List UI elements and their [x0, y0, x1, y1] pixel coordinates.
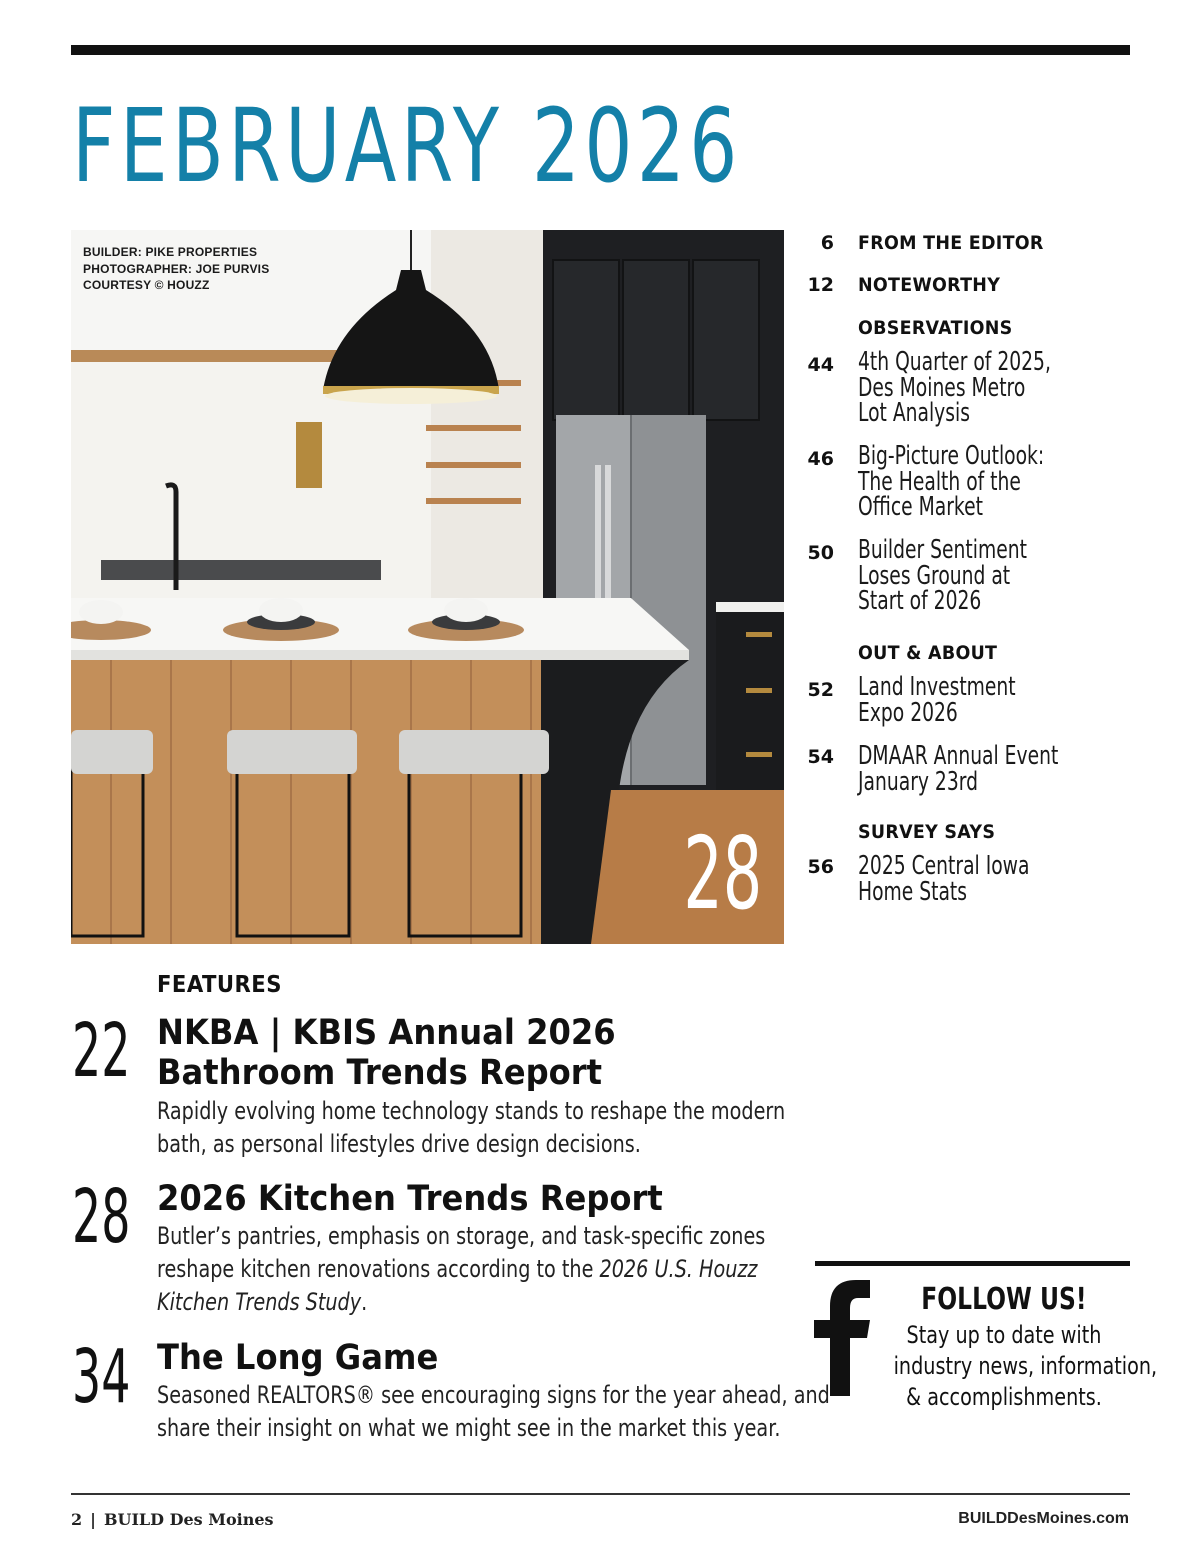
toc-entry-text: [858, 535, 1027, 616]
feature-desc-text: .: [361, 1288, 368, 1316]
toc-page-number: 54: [807, 746, 834, 768]
toc-line: 2025 Central Iowa: [858, 851, 1030, 881]
footer-publication: BUILD Des Moines: [103, 1510, 274, 1529]
toc-entry-text: [858, 741, 1059, 797]
footer-rule: [71, 1493, 1130, 1495]
feature-title-line: Bathroom Trends Report: [157, 1053, 603, 1093]
feature-desc-italic: Kitchen Trends Study: [157, 1288, 362, 1316]
toc-line: Loses Ground at: [858, 560, 1011, 591]
toc-page-number: 12: [807, 274, 834, 296]
follow-text: [866, 1320, 1158, 1413]
feature-desc-italic: 2026 U.S. Houzz: [599, 1255, 758, 1283]
photo-credits: [83, 244, 269, 294]
feature-description: [157, 1095, 785, 1161]
feature-desc-text: reshape kitchen renovations according to the: [157, 1255, 600, 1283]
feature-desc-line: [157, 1286, 765, 1319]
issue-title: FEBRUARY 2026: [72, 87, 742, 206]
feature-description: [157, 1220, 765, 1319]
facebook-icon[interactable]: [812, 1278, 872, 1396]
follow-line: Stay up to date with: [906, 1321, 1102, 1349]
follow-title-text: FOLLOW US!: [921, 1282, 1087, 1317]
feature-title: [157, 1338, 438, 1378]
feature-desc-line: [157, 1253, 765, 1286]
feature-title-line: The Long Game: [157, 1338, 439, 1378]
feature-page-number: 34: [72, 1334, 131, 1420]
toc-page-number: 6: [820, 232, 834, 254]
top-rule: [71, 45, 1130, 55]
follow-title: [880, 1282, 1128, 1317]
feature-desc-line: share their insight on what we might see in the market this year.: [157, 1414, 781, 1442]
toc-entry-text: [858, 347, 1051, 428]
toc-section-label: SURVEY SAYS: [858, 821, 996, 843]
toc-page-number: 56: [807, 856, 834, 878]
toc-heading: FROM THE EDITOR: [858, 232, 1044, 254]
toc-entry-text: [858, 441, 1045, 522]
toc-line: January 23rd: [858, 766, 978, 797]
toc-heading: NOTEWORTHY: [858, 274, 1001, 296]
toc-line: Start of 2026: [858, 586, 982, 616]
feature-desc-line: Rapidly evolving home technology stands to reshape the modern: [157, 1097, 786, 1125]
toc-page-number: 50: [807, 542, 834, 564]
kitchen-photo: [71, 230, 784, 944]
toc-page-number: 44: [807, 354, 834, 376]
toc-page-number: 52: [807, 679, 834, 701]
feature-title: [157, 1013, 616, 1093]
photo-page-number: 28: [683, 815, 762, 932]
kitchen-illustration: [71, 230, 784, 944]
features-heading: FEATURES: [157, 972, 282, 998]
toc-entry-text: [858, 672, 1016, 728]
footer-page-number: 2: [71, 1510, 83, 1529]
toc-entry-text: [858, 851, 1030, 907]
toc-line: Lot Analysis: [858, 398, 970, 428]
toc-page-number: 46: [807, 448, 834, 470]
feature-desc-line: Butler’s pantries, emphasis on storage, and task-specific zones: [157, 1222, 766, 1250]
follow-rule: [815, 1261, 1130, 1266]
feature-desc-line: Seasoned REALTORS® see encouraging signs for the year ahead, and: [157, 1381, 830, 1409]
footer-folio: [71, 1510, 274, 1529]
toc-line: Home Stats: [858, 876, 968, 907]
toc-line: Office Market: [858, 492, 983, 522]
toc-line: Des Moines Metro: [858, 372, 1026, 403]
feature-page-number: 28: [72, 1174, 131, 1260]
footer-separator: |: [90, 1510, 96, 1529]
toc-line: Big-Picture Outlook:: [858, 441, 1045, 471]
toc-line: Land Investment: [858, 672, 1016, 702]
toc-section-label: OUT & ABOUT: [858, 642, 998, 664]
feature-title: [157, 1179, 663, 1219]
toc-line: Expo 2026: [858, 697, 958, 728]
feature-desc-line: bath, as personal lifestyles drive design decisions.: [157, 1130, 641, 1158]
toc-line: 4th Quarter of 2025,: [858, 347, 1051, 377]
toc-section-label: OBSERVATIONS: [858, 317, 1013, 339]
footer-website-link[interactable]: BUILDDesMoines.com: [958, 1510, 1129, 1527]
credit-courtesy: COURTESY © HOUZZ: [83, 278, 210, 292]
feature-description: [157, 1379, 830, 1445]
feature-page-number: 22: [72, 1008, 131, 1094]
toc-line: The Health of the: [858, 466, 1021, 497]
feature-title-line: 2026 Kitchen Trends Report: [157, 1179, 663, 1219]
credit-builder: BUILDER: PIKE PROPERTIES: [83, 245, 258, 259]
toc-line: DMAAR Annual Event: [858, 741, 1059, 771]
feature-title-line: NKBA | KBIS Annual 2026: [157, 1013, 616, 1053]
follow-line: industry news, information,: [893, 1352, 1158, 1380]
toc-line: Builder Sentiment: [858, 535, 1027, 565]
credit-photographer: PHOTOGRAPHER: JOE PURVIS: [83, 261, 270, 276]
follow-line: & accomplishments.: [906, 1383, 1102, 1411]
